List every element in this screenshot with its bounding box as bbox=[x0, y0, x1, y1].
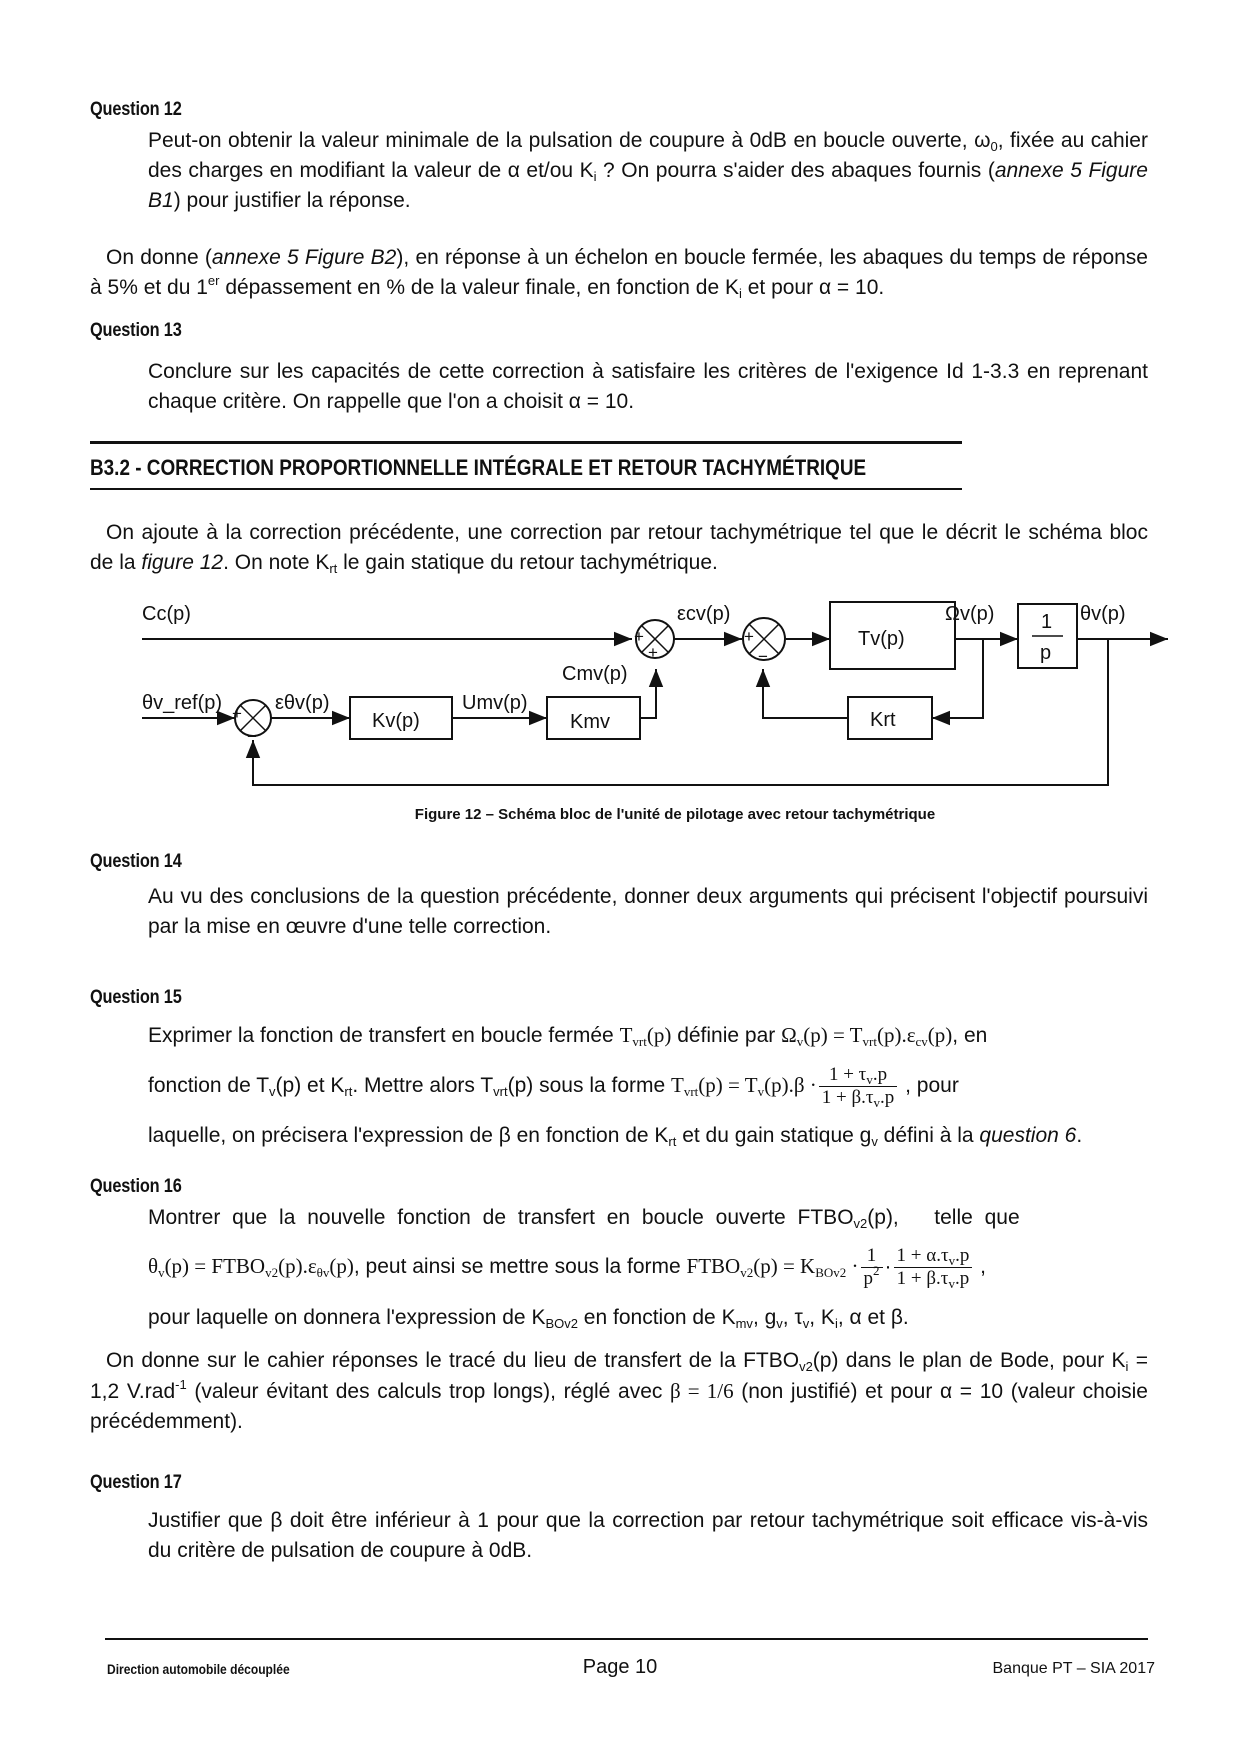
label-cmv: Cmv(p) bbox=[562, 663, 628, 685]
label-omega-v: Ωv(p) bbox=[945, 603, 995, 625]
comparator-1-minus: − bbox=[247, 727, 257, 746]
label-eps-cv: εcv(p) bbox=[677, 603, 731, 625]
footer-rule bbox=[105, 1638, 1148, 1640]
label-kmv: Kmv bbox=[570, 711, 610, 733]
comparator-1-plus: + bbox=[232, 704, 242, 723]
label-umv: Umv(p) bbox=[462, 692, 528, 714]
label-tv: Tv(p) bbox=[858, 628, 905, 650]
section-intro: On ajoute à la correction précédente, une correction par retour tachymétrique tel que le décrit le schéma bloc de la figure 12. On note $K_{rt}$ le gain statique du retour tachymétrique. bbox=[90, 521, 1148, 576]
label-theta-ref: θv_ref(p) bbox=[142, 692, 223, 714]
section-title: B3.2 - CORRECTION PROPORTIONNELLE INTÉGRALE ET RETOUR TACHYMÉTRIQUE bbox=[90, 455, 867, 480]
label-kv: Kv(p) bbox=[372, 710, 420, 732]
footer-page-number: Page 10 bbox=[582, 1656, 658, 1678]
question-13-text: Conclure sur les capacités de cette correction à satisfaire les critères de l'exigence Id 1-3.3 en reprenant chaque critère. On rappelle que l'on a choisit α = 10. bbox=[148, 360, 1148, 413]
block-diagram bbox=[0, 590, 1240, 810]
footer-left: Direction automobile découplée bbox=[107, 1661, 290, 1677]
question-16-title: Question 16 bbox=[90, 1176, 182, 1197]
label-int-den: p bbox=[1040, 642, 1052, 664]
comparator-3-plus: + bbox=[744, 627, 754, 646]
question-16-line-3: pour laquelle on donnera l'expression de $K_{BOv2}$ en fonction de $K_{mv}$, $g_v$, $\tau_v$, $K_i$, α et β. bbox=[148, 1306, 909, 1331]
section-bottom-rule bbox=[90, 488, 962, 490]
question-15-line-3: laquelle, on précisera l'expression de β en fonction de $K_{rt}$ et du gain statique $g_v$ défini à la question 6. bbox=[148, 1124, 1083, 1149]
comparator-2-plus-left: + bbox=[634, 627, 644, 646]
figure-caption: Figure 12 – Schéma bloc de l'unité de pilotage avec retour tachymétrique bbox=[414, 806, 936, 823]
question-13-title: Question 13 bbox=[90, 320, 182, 341]
question-16-line-1: Montrer que la nouvelle fonction de transfert en boucle ouverte $FTBO_{v2}(p)$, telle que bbox=[148, 1206, 1020, 1231]
label-int-num: 1 bbox=[1041, 611, 1053, 633]
question-14-text: Au vu des conclusions de la question précédente, donner deux arguments qui précisent l'objectif poursuivi par la mise en œuvre d'une telle correction. bbox=[148, 885, 1148, 938]
label-eps-theta: εθv(p) bbox=[275, 692, 330, 714]
comparator-2-plus-bottom: + bbox=[648, 643, 658, 662]
question-14-title: Question 14 bbox=[90, 851, 182, 872]
footer-right: Banque PT – SIA 2017 bbox=[992, 1660, 1155, 1677]
question-12-text: Peut-on obtenir la valeur minimale de la pulsation de coupure à 0dB en boucle ouverte, $\omega_0$, fixée au cahier des charges en modifiant la valeur de α et/ou $K_i$ ? On pourra s'aider des abaques fournis (annexe 5 Figure B1) pour justifier la réponse. bbox=[148, 129, 1148, 212]
question-15-line-1: Exprimer la fonction de transfert en boucle fermée $T_{vrt}(p)$ définie par $\Omega_v(p) = T_{vrt}(p).\varepsilon_{cv}(p)$, en bbox=[148, 1023, 988, 1049]
comparator-3-minus: − bbox=[758, 647, 768, 666]
label-krt: Krt bbox=[870, 709, 896, 731]
question-17-title: Question 17 bbox=[90, 1472, 182, 1493]
label-theta-v: θv(p) bbox=[1080, 603, 1126, 625]
label-cc: Cc(p) bbox=[142, 603, 191, 625]
intro-bode: On donne sur le cahier réponses le tracé du lieu de transfert de la $FTBO_{v2}(p)$ dans le plan de Bode, pour $K_i = 1,2$ V.rad$^{-1}$ (valeur évitant des calculs trop longs), réglé avec β = 1/6 (non justifié) et pour α = 10 (valeur choisie précédemment). bbox=[90, 1349, 1148, 1433]
question-15-line-2: fonction de $T_v(p)$ et $K_{rt}$. Mettre alors $T_{vrt}(p)$ sous la forme $T_{vrt}(p) = T_v(p).\beta$ · $\frac{1 + \tau_v.p}{1 + \beta.\tau_v.p}$ , pour bbox=[148, 1064, 959, 1110]
question-15-title: Question 15 bbox=[90, 987, 182, 1008]
question-16-line-2: $\theta_v(p)$ = $FTBO_{v2}(p).\varepsilon_{\theta v}(p)$, peut ainsi se mettre sous la forme $FTBO_{v2}(p) = K_{BOv2}$ · $\frac{1}{p^2}$ · $\frac{1 + \alpha.\tau_v.p}{1 + \beta.\tau_v.p}$ , bbox=[148, 1245, 987, 1291]
question-12-title: Question 12 bbox=[90, 99, 182, 120]
section-top-rule bbox=[90, 441, 962, 444]
intro-annex-b2: On donne (annexe 5 Figure B2), en réponse à un échelon en boucle fermée, les abaques du temps de réponse à 5% et du 1er dépassement en % de la valeur finale, en fonction de $K_i$ et pour α = 10. bbox=[90, 246, 1148, 301]
question-17-text: Justifier que β doit être inférieur à 1 pour que la correction par retour tachymétrique soit efficace vis-à-vis du critère de pulsation de coupure à 0dB. bbox=[148, 1509, 1148, 1562]
